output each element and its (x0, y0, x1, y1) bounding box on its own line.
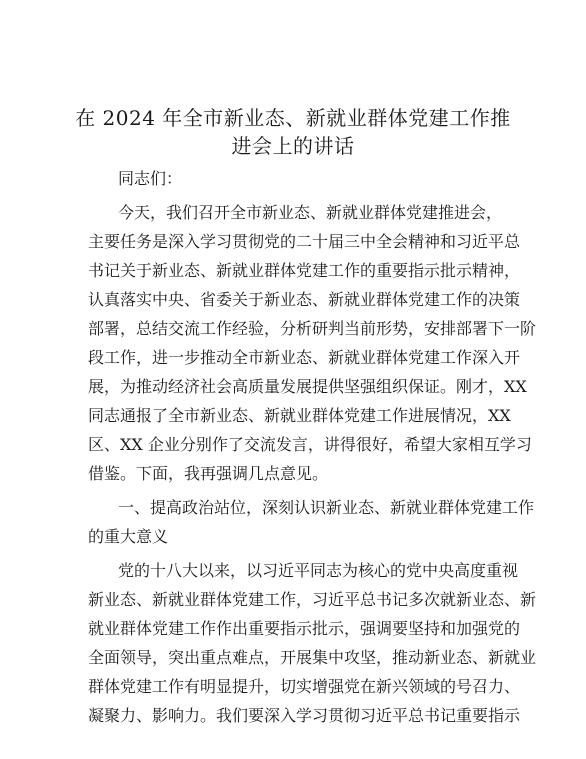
paragraph-1-line: 认真落实中央、省委关于新业态、新就业群体党建工作的决策 (88, 290, 521, 309)
paragraph-2-line: 凝聚力、影响力。我们要深入学习贯彻习近平总书记重要指示 (88, 706, 521, 725)
paragraph-1-line: 同志通报了全市新业态、新就业群体党建工作进展情况，XX (88, 406, 511, 425)
paragraph-1-line: 书记关于新业态、新就业群体党建工作的重要指示批示精神， (88, 261, 521, 280)
paragraph-1-line: 今天，我们召开全市新业态、新就业群体党建推进会， (118, 203, 503, 222)
paragraph-1-line: 主要任务是深入学习贯彻党的二十届三中全会精神和习近平总 (88, 232, 521, 251)
paragraph-1-line: 部署，总结交流工作经验，分析研判当前形势，安排部署下一阶 (88, 319, 537, 338)
document-title-line-2: 进会上的讲话 (231, 134, 355, 158)
paragraph-2-line: 群体党建工作有明显提升，切实增强党在新兴领域的号召力、 (88, 677, 521, 696)
document-title-line-1: 在 2024 年全市新业态、新就业群体党建工作推 (75, 106, 511, 130)
paragraph-1-line: 展，为推动经济社会高质量发展提供坚强组织保证。刚才，XX (88, 377, 527, 396)
paragraph-1-line: 借鉴。下面，我再强调几点意见。 (88, 464, 329, 483)
paragraph-1-line: 段工作，进一步推动全市新业态、新就业群体党建工作深入开 (88, 348, 521, 367)
paragraph-2-line: 全面领导，突出重点难点，开展集中攻坚，推动新业态、新就业 (88, 648, 537, 667)
section-heading-1-line: 一、提高政治站位，深刻认识新业态、新就业群体党建工作 (118, 498, 535, 517)
paragraph-2-line: 就业群体党建工作作出重要指示批示，强调要坚持和加强党的 (88, 619, 521, 638)
paragraph-1-line: 区、XX 企业分别作了交流发言，讲得很好，希望大家相互学习 (88, 435, 532, 454)
section-heading-1-line: 的重大意义 (88, 527, 169, 546)
paragraph-2-line: 党的十八大以来，以习近平同志为核心的党中央高度重视 (118, 561, 519, 580)
salutation: 同志们： (118, 169, 183, 188)
paragraph-2-line: 新业态、新就业群体党建工作，习近平总书记多次就新业态、新 (88, 590, 537, 609)
